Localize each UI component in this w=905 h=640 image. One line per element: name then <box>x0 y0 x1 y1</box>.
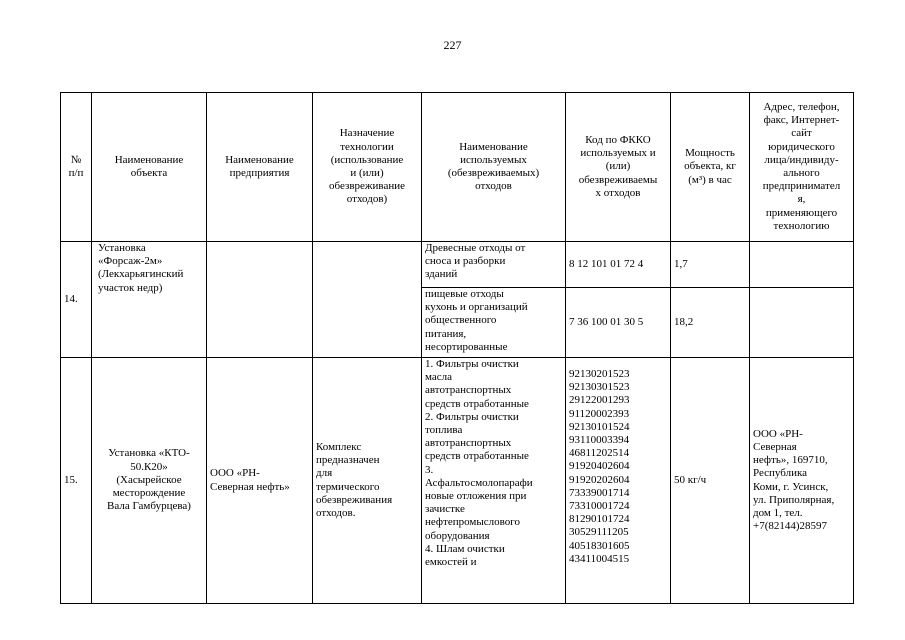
header-capacity: Мощность объекта, кг (м³) в час <box>671 93 750 242</box>
row-14-waste-2: пищевые отходы кухонь и организаций общественного питания, несортированные <box>422 288 566 358</box>
row-14-waste-1: Древесные отходы от сноса и разборки зданий <box>422 242 566 288</box>
header-code: Код по ФККО используемых и (или) обезвреживаемы х отходов <box>566 93 671 242</box>
row-15-num: 15. <box>61 358 92 604</box>
page-number: 227 <box>443 38 462 52</box>
header-num: № п/п <box>61 93 92 242</box>
row-14-purpose <box>313 242 422 358</box>
row-14-code-2: 7 36 100 01 30 5 <box>566 288 671 358</box>
row-14-capacity-2: 18,2 <box>671 288 750 358</box>
row-14-address-empty <box>750 288 854 358</box>
header-row <box>61 93 854 242</box>
row-14-address <box>750 242 854 288</box>
row-14-object: Установка «Форсаж-2м» (Лекхарьягинский участок недр) <box>92 242 207 358</box>
header-address: Адрес, телефон, факс, Интернет- сайт юридического лица/индивиду- ального предпринимател я, применяющего технологию <box>750 93 854 242</box>
row-15-enterprise: ООО «РН- Северная нефть» <box>207 358 313 604</box>
row-15-address: ООО «РН- Северная нефть», 169710, Республика Коми, г. Усинск, ул. Приполярная, дом 1, тел. +7(82144)28597 <box>750 358 854 604</box>
row-15-purpose: Комплекс предназначен для термического обезвреживания отходов. <box>313 358 422 604</box>
header-purpose: Назначение технологии (использование и (или) обезвреживание отходов) <box>313 93 422 242</box>
header-enterprise: Наименование предприятия <box>207 93 313 242</box>
row-14-enterprise <box>207 242 313 358</box>
row-14-num: 14. <box>61 242 92 358</box>
installations-table <box>60 92 854 604</box>
row-15-capacity: 50 кг/ч <box>671 358 750 604</box>
header-waste: Наименование используемых (обезвреживаемых) отходов <box>422 93 566 242</box>
header-object: Наименование объекта <box>92 93 207 242</box>
row-14-capacity-1: 1,7 <box>671 242 750 288</box>
table-row <box>61 242 854 288</box>
row-15-object: Установка «КТО- 50.К20» (Хасырейское месторождение Вала Гамбурцева) <box>92 358 207 604</box>
row-15-code: 92130201523 92130301523 29122001293 91120002393 92130101524 93110003394 46811202514 91920402604 91920202604 73339001714 73310001724 81290101724 30529111205 40518301605 43411004515 <box>566 358 671 604</box>
row-14-code-1: 8 12 101 01 72 4 <box>566 242 671 288</box>
table-row <box>61 358 854 604</box>
row-15-waste: 1. Фильтры очистки масла автотранспортных средств отработанные 2. Фильтры очистки топлива автотранспортных средств отработанные 3. Асфальтосмолопарафи новые отложения при зачистке нефтепромыслового оборудования 4. Шлам очистки емкостей и <box>422 358 566 604</box>
